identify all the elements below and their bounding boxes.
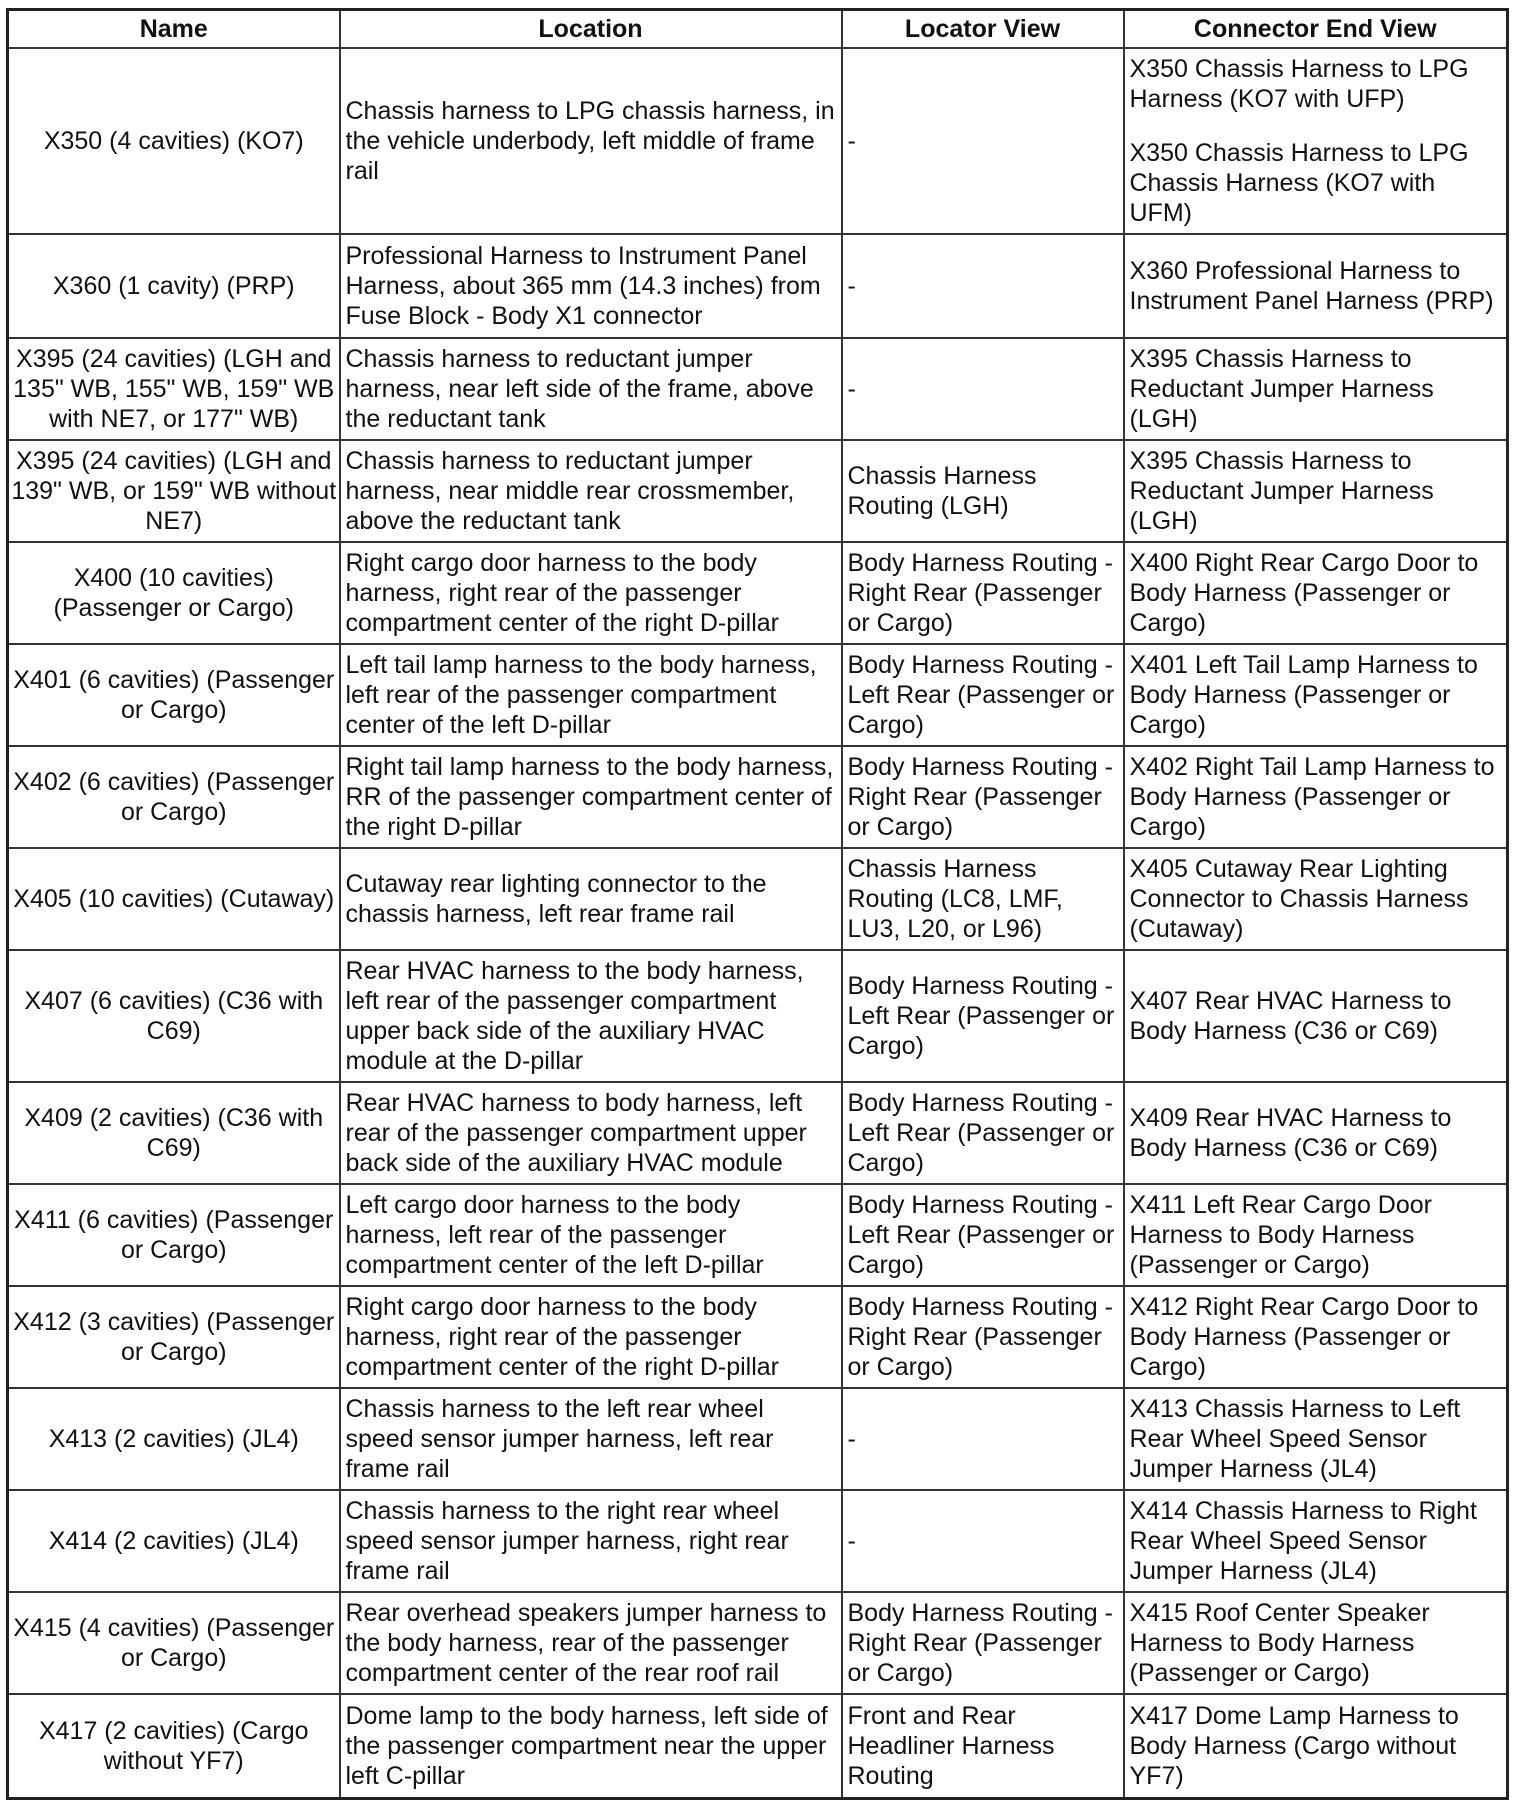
cell-name: X415 (4 cavities) (Passenger or Cargo)	[8, 1592, 340, 1694]
cell-location: Rear HVAC harness to the body harness, left rear of the passenger compartment upper back side of the auxiliary HVAC module at the D-pillar	[340, 950, 842, 1082]
connector-end-view-link: X417 Dome Lamp Harness to Body Harness (Cargo without YF7)	[1129, 1701, 1459, 1790]
cell-name: X395 (24 cavities) (LGH and 135" WB, 155" WB, 159" WB with NE7, or 177" WB)	[8, 338, 340, 440]
cell-locator-view: Chassis Harness Routing (LGH)	[842, 440, 1124, 542]
cell-location: Chassis harness to reductant jumper harness, near middle rear crossmember, above the reductant tank	[340, 440, 842, 542]
connector-table-container	[6, 8, 1506, 1800]
table-body	[8, 48, 1508, 1798]
cell-locator-view: Body Harness Routing - Left Rear (Passenger or Cargo)	[842, 1082, 1124, 1184]
table-row	[8, 1694, 1508, 1798]
table-row	[8, 1082, 1508, 1184]
connector-end-view-link: X400 Right Rear Cargo Door to Body Harness (Passenger or Cargo)	[1129, 549, 1479, 637]
connector-end-view-link: X411 Left Rear Cargo Door Harness to Body Harness (Passenger or Cargo)	[1129, 1191, 1432, 1279]
table-row	[8, 1388, 1508, 1490]
cell-name: X412 (3 cavities) (Passenger or Cargo)	[8, 1286, 340, 1388]
cell-locator-view: -	[842, 234, 1124, 338]
cell-connector-end-view	[1124, 48, 1508, 234]
cell-location: Right cargo door harness to the body harness, right rear of the passenger compartment center of the right D-pillar	[340, 542, 842, 644]
table-row	[8, 1286, 1508, 1388]
cell-connector-end-view	[1124, 1388, 1508, 1490]
cell-connector-end-view	[1124, 746, 1508, 848]
cell-name: X402 (6 cavities) (Passenger or Cargo)	[8, 746, 340, 848]
cell-connector-end-view	[1124, 644, 1508, 746]
cell-locator-view: -	[842, 48, 1124, 234]
connector-end-view-link: X395 Chassis Harness to Reductant Jumper Harness (LGH)	[1129, 447, 1434, 535]
table-row	[8, 440, 1508, 542]
cell-name: X411 (6 cavities) (Passenger or Cargo)	[8, 1184, 340, 1286]
cell-connector-end-view	[1124, 950, 1508, 1082]
cell-name: X407 (6 cavities) (C36 with C69)	[8, 950, 340, 1082]
cell-location: Right tail lamp harness to the body harness, RR of the passenger compartment center of the right D-pillar	[340, 746, 842, 848]
connector-end-view-link: X405 Cutaway Rear Lighting Connector to Chassis Harness (Cutaway)	[1129, 855, 1469, 943]
cell-location: Professional Harness to Instrument Panel Harness, about 365 mm (14.3 inches) from Fuse Block - Body X1 connector	[340, 234, 842, 338]
cell-locator-view: Body Harness Routing - Right Rear (Passenger or Cargo)	[842, 1286, 1124, 1388]
cell-name: X413 (2 cavities) (JL4)	[8, 1388, 340, 1490]
cell-location: Right cargo door harness to the body harness, right rear of the passenger compartment center of the right D-pillar	[340, 1286, 842, 1388]
cell-locator-view: -	[842, 1490, 1124, 1592]
cell-locator-view: Body Harness Routing - Left Rear (Passenger or Cargo)	[842, 1184, 1124, 1286]
header-locator-view: Locator View	[842, 10, 1124, 49]
cell-locator-view: Body Harness Routing - Right Rear (Passenger or Cargo)	[842, 1592, 1124, 1694]
cell-locator-view: -	[842, 1388, 1124, 1490]
table-row	[8, 48, 1508, 234]
connector-end-view-link: X350 Chassis Harness to LPG Harness (KO7 with UFP)	[1129, 55, 1469, 113]
cell-connector-end-view	[1124, 1490, 1508, 1592]
cell-name: X395 (24 cavities) (LGH and 139" WB, or 159" WB without NE7)	[8, 440, 340, 542]
cell-location: Rear HVAC harness to body harness, left rear of the passenger compartment upper back side of the auxiliary HVAC module	[340, 1082, 842, 1184]
cell-locator-view: Body Harness Routing - Left Rear (Passenger or Cargo)	[842, 950, 1124, 1082]
cell-location: Rear overhead speakers jumper harness to the body harness, rear of the passenger compartment center of the rear roof rail	[340, 1592, 842, 1694]
cell-name: X360 (1 cavity) (PRP)	[8, 234, 340, 338]
cell-location: Chassis harness to LPG chassis harness, in the vehicle underbody, left middle of frame rail	[340, 48, 842, 234]
cell-name: X414 (2 cavities) (JL4)	[8, 1490, 340, 1592]
table-row	[8, 746, 1508, 848]
cell-locator-view: Body Harness Routing - Left Rear (Passenger or Cargo)	[842, 644, 1124, 746]
cell-locator-view: Chassis Harness Routing (LC8, LMF, LU3, L20, or L96)	[842, 848, 1124, 950]
connector-end-view-link: X401 Left Tail Lamp Harness to Body Harness (Passenger or Cargo)	[1129, 651, 1478, 739]
connector-table	[6, 8, 1509, 1800]
connector-end-view-link: X415 Roof Center Speaker Harness to Body Harness (Passenger or Cargo)	[1129, 1599, 1430, 1687]
cell-connector-end-view	[1124, 1286, 1508, 1388]
cell-location: Cutaway rear lighting connector to the chassis harness, left rear frame rail	[340, 848, 842, 950]
table-row	[8, 950, 1508, 1082]
cell-connector-end-view	[1124, 338, 1508, 440]
cell-connector-end-view	[1124, 234, 1508, 338]
cell-name: X400 (10 cavities) (Passenger or Cargo)	[8, 542, 340, 644]
header-location: Location	[340, 10, 842, 49]
cell-connector-end-view	[1124, 542, 1508, 644]
table-row	[8, 644, 1508, 746]
cell-name: X409 (2 cavities) (C36 with C69)	[8, 1082, 340, 1184]
table-row	[8, 542, 1508, 644]
table-row	[8, 1184, 1508, 1286]
table-row	[8, 338, 1508, 440]
header-connector-end-view: Connector End View	[1124, 10, 1508, 49]
cell-connector-end-view	[1124, 1082, 1508, 1184]
cell-connector-end-view	[1124, 1592, 1508, 1694]
connector-end-view-link: X360 Professional Harness to Instrument Panel Harness (PRP)	[1129, 257, 1494, 315]
cell-location: Chassis harness to reductant jumper harness, near left side of the frame, above the reductant tank	[340, 338, 842, 440]
cell-connector-end-view	[1124, 1184, 1508, 1286]
header-row	[8, 10, 1508, 49]
table-row	[8, 848, 1508, 950]
cell-location: Chassis harness to the right rear wheel speed sensor jumper harness, right rear frame rail	[340, 1490, 842, 1592]
cell-locator-view: -	[842, 338, 1124, 440]
cell-location: Chassis harness to the left rear wheel speed sensor jumper harness, left rear frame rail	[340, 1388, 842, 1490]
cell-location: Left tail lamp harness to the body harness, left rear of the passenger compartment center of the left D-pillar	[340, 644, 842, 746]
connector-end-view-link: X350 Chassis Harness to LPG Chassis Harness (KO7 with UFM)	[1129, 139, 1469, 227]
table-row	[8, 1592, 1508, 1694]
cell-name: X401 (6 cavities) (Passenger or Cargo)	[8, 644, 340, 746]
cell-location: Dome lamp to the body harness, left side of the passenger compartment near the upper left C-pillar	[340, 1694, 842, 1798]
table-row	[8, 234, 1508, 338]
cell-connector-end-view	[1124, 848, 1508, 950]
connector-end-view-link: X414 Chassis Harness to Right Rear Wheel Speed Sensor Jumper Harness (JL4)	[1129, 1497, 1477, 1585]
connector-end-view-link: X412 Right Rear Cargo Door to Body Harness (Passenger or Cargo)	[1129, 1293, 1479, 1381]
header-name: Name	[8, 10, 340, 49]
cell-name: X417 (2 cavities) (Cargo without YF7)	[8, 1694, 340, 1798]
connector-end-view-link: X402 Right Tail Lamp Harness to Body Harness (Passenger or Cargo)	[1129, 753, 1495, 841]
cell-location: Left cargo door harness to the body harness, left rear of the passenger compartment center of the left D-pillar	[340, 1184, 842, 1286]
connector-end-view-link: X413 Chassis Harness to Left Rear Wheel Speed Sensor Jumper Harness (JL4)	[1129, 1395, 1461, 1483]
table-row	[8, 1490, 1508, 1592]
cell-connector-end-view	[1124, 1694, 1508, 1798]
connector-end-view-link: X395 Chassis Harness to Reductant Jumper Harness (LGH)	[1129, 345, 1434, 433]
cell-name: X350 (4 cavities) (KO7)	[8, 48, 340, 234]
cell-name: X405 (10 cavities) (Cutaway)	[8, 848, 340, 950]
cell-locator-view: Body Harness Routing - Right Rear (Passenger or Cargo)	[842, 542, 1124, 644]
cell-locator-view: Front and Rear Headliner Harness Routing	[842, 1694, 1124, 1798]
connector-end-view-link: X407 Rear HVAC Harness to Body Harness (C36 or C69)	[1129, 987, 1452, 1045]
cell-locator-view: Body Harness Routing - Right Rear (Passenger or Cargo)	[842, 746, 1124, 848]
cell-connector-end-view	[1124, 440, 1508, 542]
connector-end-view-link: X409 Rear HVAC Harness to Body Harness (C36 or C69)	[1129, 1104, 1452, 1162]
